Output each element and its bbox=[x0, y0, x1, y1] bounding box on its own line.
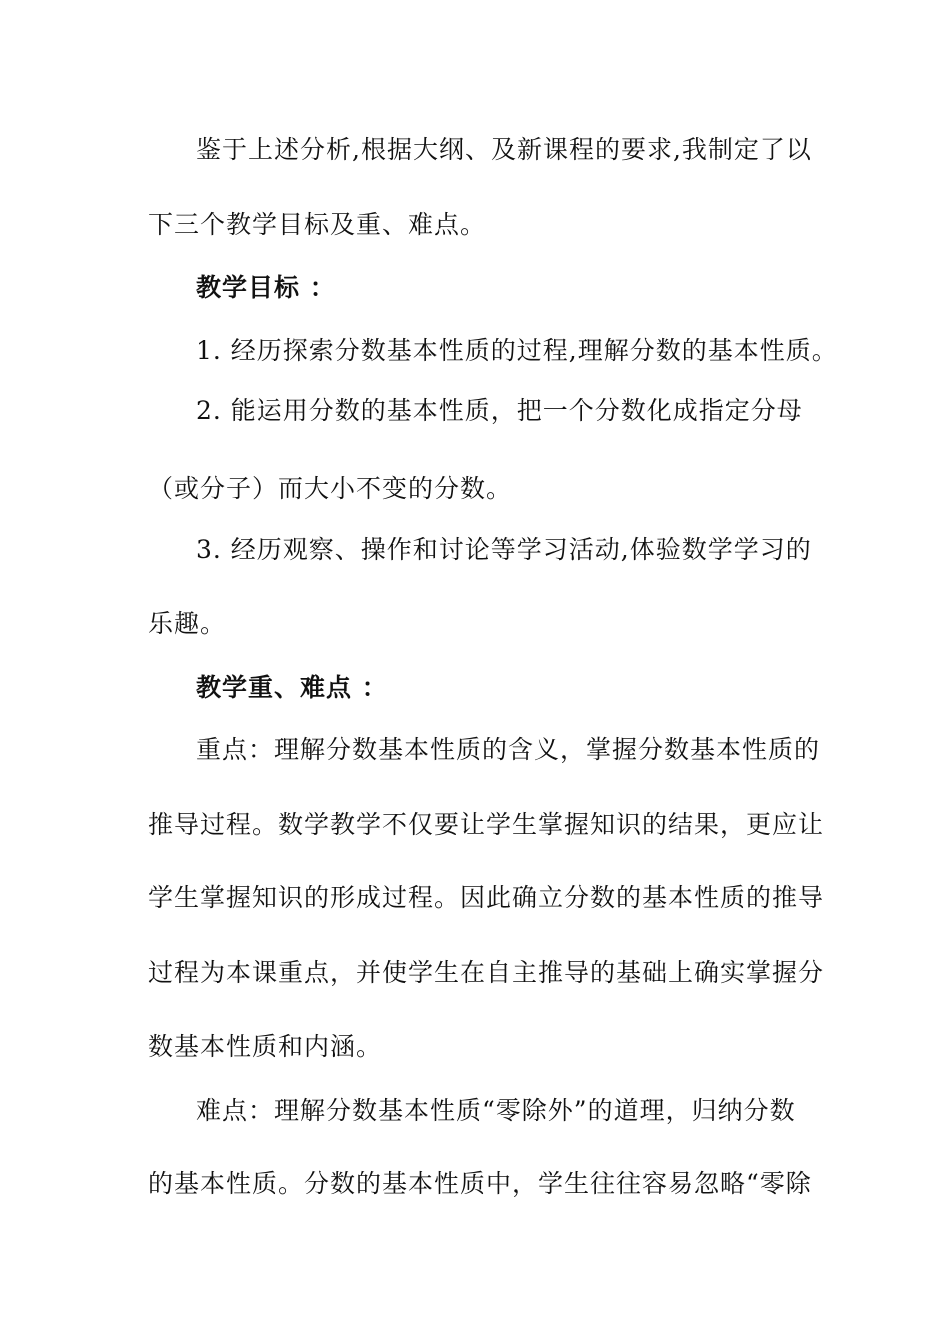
paragraph-line: 过程为本课重点，并使学生在自主推导的基础上确实掌握分 bbox=[148, 958, 825, 987]
paragraph-line: 推导过程。数学教学不仅要让学生掌握知识的结果，更应让 bbox=[148, 810, 825, 839]
paragraph-line: 下三个教学目标及重、难点。 bbox=[148, 210, 487, 239]
paragraph-line: 难点：理解分数基本性质“零除外”的道理，归纳分数 bbox=[196, 1096, 796, 1125]
paragraph-line: 数基本性质和内涵。 bbox=[148, 1032, 383, 1061]
paragraph-line: （或分子）而大小不变的分数。 bbox=[148, 474, 513, 503]
list-item: 2. 能运用分数的基本性质，把一个分数化成指定分母 bbox=[196, 396, 803, 425]
paragraph-line: 重点：理解分数基本性质的含义，掌握分数基本性质的 bbox=[196, 735, 821, 764]
paragraph-line: 鉴于上述分析,根据大纲、及新课程的要求,我制定了以 bbox=[196, 135, 812, 164]
paragraph-line: 学生掌握知识的形成过程。因此确立分数的基本性质的推导 bbox=[148, 883, 825, 912]
section-heading-objectives: 教学目标 ： bbox=[196, 273, 336, 302]
section-heading-key-points: 教学重、难点 ： bbox=[196, 673, 388, 702]
list-item: 1. 经历探索分数基本性质的过程,理解分数的基本性质。 bbox=[196, 336, 838, 365]
paragraph-line: 的基本性质。分数的基本性质中，学生往往容易忽略“零除 bbox=[148, 1169, 812, 1198]
paragraph-line: 乐趣。 bbox=[148, 609, 227, 638]
list-item: 3. 经历观察、操作和讨论等学习活动,体验数学学习的 bbox=[196, 535, 812, 564]
